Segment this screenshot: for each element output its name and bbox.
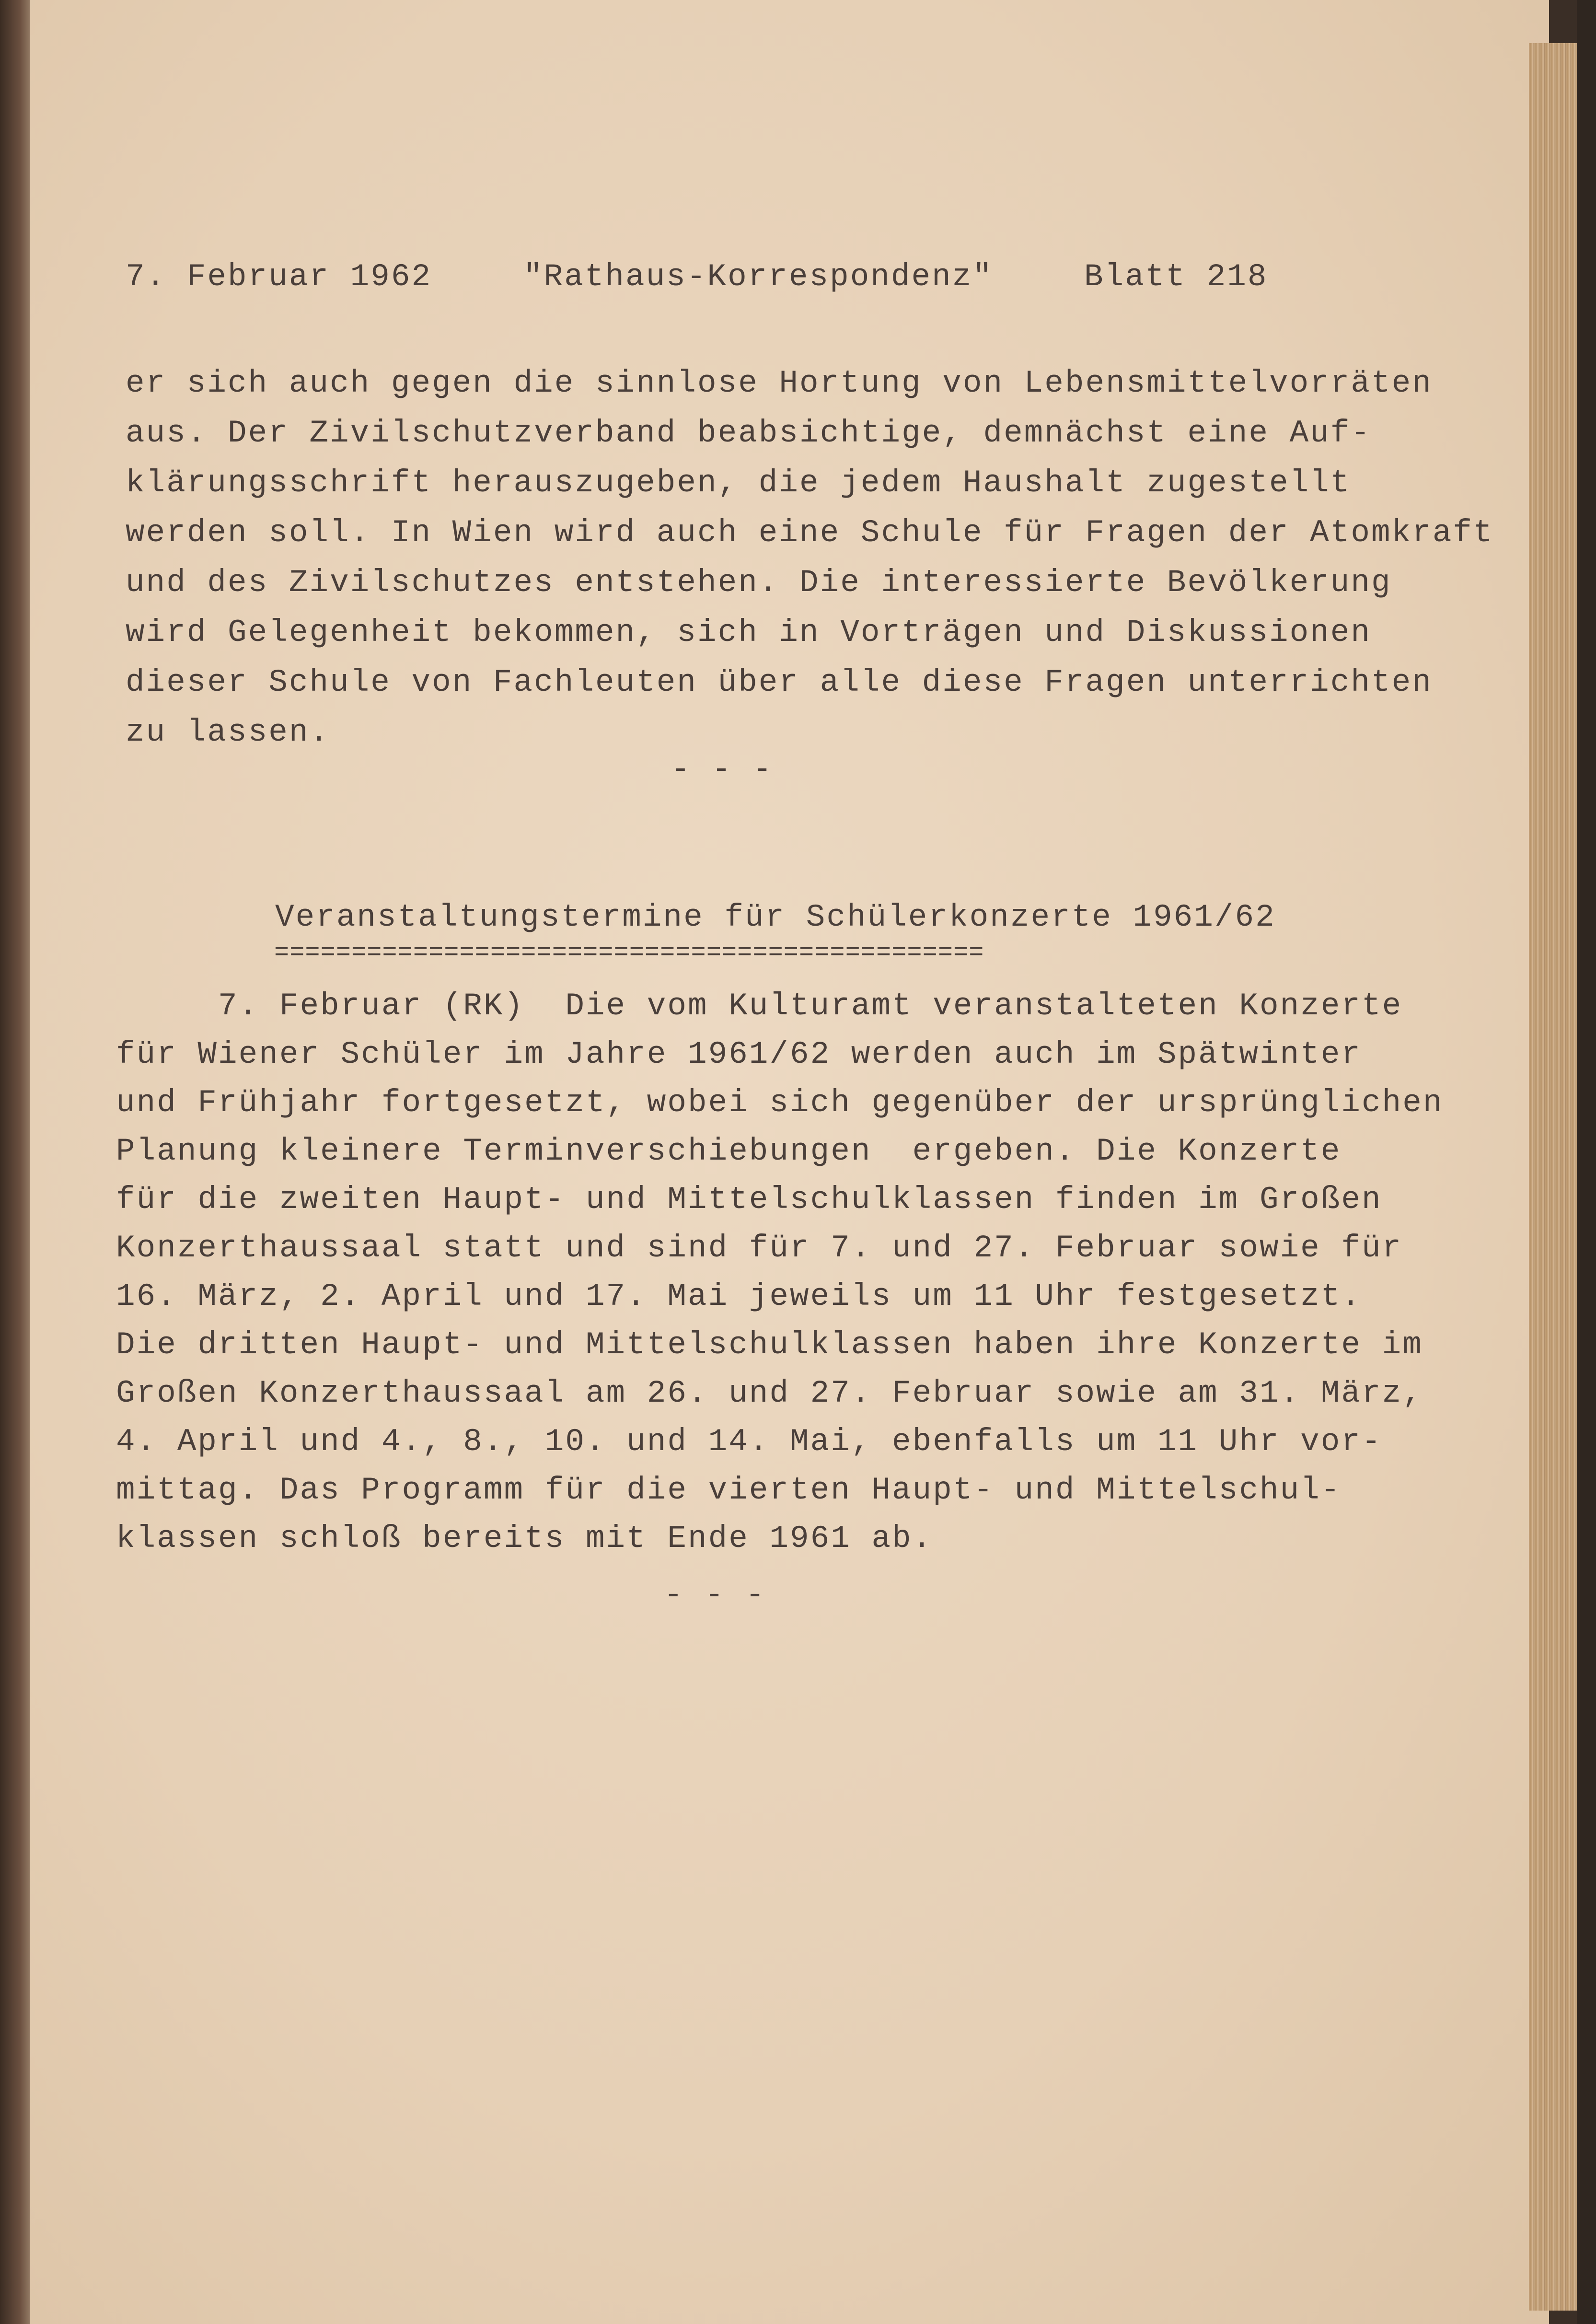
text-line: zu lassen. — [126, 714, 330, 750]
header-publication: "Rathaus-Korrespondenz" — [523, 259, 993, 295]
text-line: aus. Der Zivilschutzverband beabsichtige, demnächst eine Auf- — [126, 415, 1371, 451]
text-line: er sich auch gegen die sinnlose Hortung von Lebensmittelvorräten — [126, 365, 1433, 401]
text-line: Planung kleinere Terminverschiebungen ergeben. Die Konzerte — [116, 1133, 1342, 1169]
section-title: Veranstaltungstermine für Schülerkonzerte 1961/62 — [275, 899, 1276, 935]
text-line: klärungsschrift herauszugeben, die jedem Haushalt zugestellt — [126, 465, 1351, 501]
text-line: mittag. Das Programm für die vierten Haupt- und Mittelschul- — [116, 1472, 1342, 1508]
text-line: Konzerthaussaal statt und sind für 7. und 27. Februar sowie für — [116, 1230, 1403, 1266]
text-line: Die dritten Haupt- und Mittelschulklassen haben ihre Konzerte im — [116, 1327, 1423, 1363]
text-line: wird Gelegenheit bekommen, sich in Vorträgen und Diskussionen — [126, 615, 1371, 651]
book-spine — [0, 0, 34, 2324]
section-separator: - - - — [671, 752, 774, 788]
text-line: Großen Konzerthaussaal am 26. und 27. Februar sowie am 31. März, — [116, 1375, 1423, 1411]
page-edges — [1529, 43, 1577, 2311]
header-sheet-number: Blatt 218 — [1084, 259, 1268, 295]
text-line: 4. April und 4., 8., 10. und 14. Mai, ebenfalls um 11 Uhr vor- — [116, 1424, 1382, 1460]
text-line: dieser Schule von Fachleuten über alle diese Fragen unterrichten — [126, 664, 1433, 700]
text-line: 16. März, 2. April und 17. Mai jeweils um 11 Uhr festgesetzt. — [116, 1278, 1362, 1314]
section-title-underline: ============================================== — [274, 939, 984, 967]
text-line: klassen schloß bereits mit Ende 1961 ab. — [116, 1521, 933, 1557]
text-line: 7. Februar (RK) Die vom Kulturamt veranstalteten Konzerte — [116, 988, 1403, 1024]
text-line: für die zweiten Haupt- und Mittelschulklassen finden im Großen — [116, 1182, 1382, 1218]
text-line: und des Zivilschutzes entstehen. Die interessierte Bevölkerung — [126, 565, 1392, 601]
article-body — [116, 982, 1458, 1563]
text-line: für Wiener Schüler im Jahre 1961/62 werden auch im Spätwinter — [116, 1036, 1362, 1072]
text-line: und Frühjahr fortgesetzt, wobei sich gegenüber der ursprünglichen — [116, 1085, 1444, 1121]
paragraph-continuation — [126, 359, 1494, 757]
header-date: 7. Februar 1962 — [126, 259, 432, 295]
background-edge — [1577, 0, 1596, 2324]
end-separator: - - - — [664, 1577, 766, 1613]
text-line: werden soll. In Wien wird auch eine Schule für Fragen der Atomkraft — [126, 515, 1494, 551]
